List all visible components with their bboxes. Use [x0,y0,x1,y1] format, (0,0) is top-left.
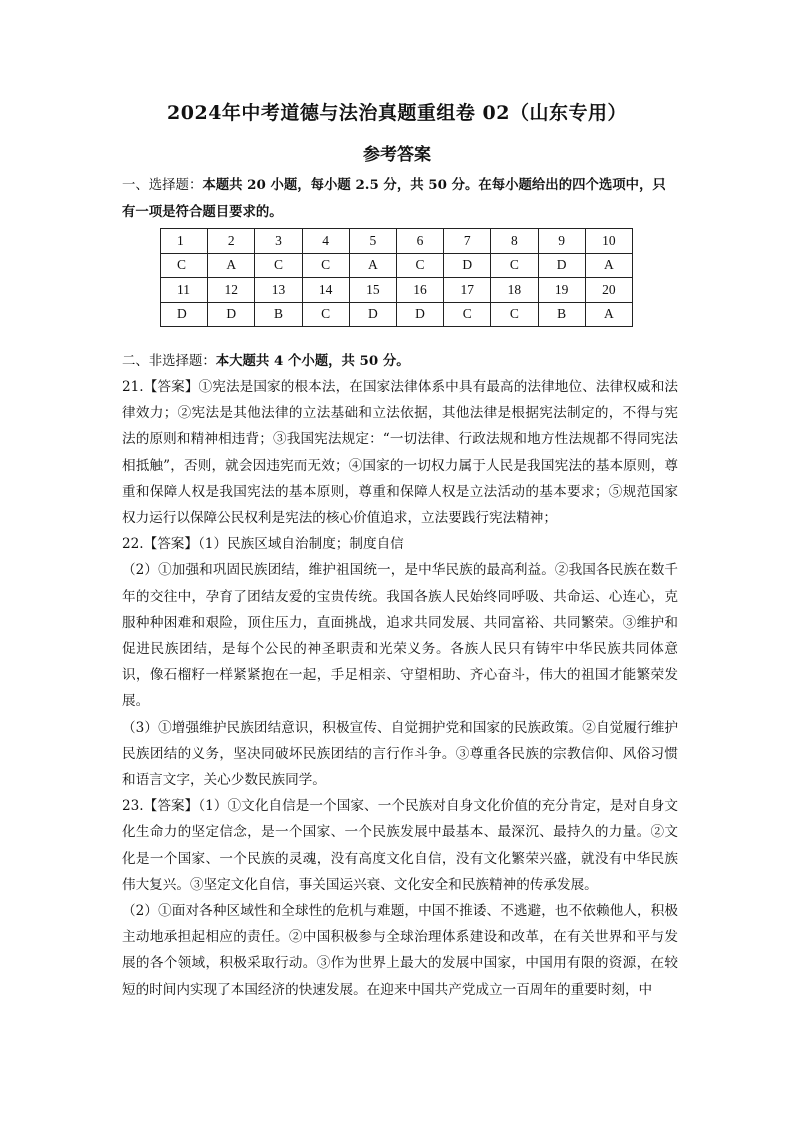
table-cell: 1 [161,229,208,254]
table-cell: D [161,302,208,327]
table-cell: 3 [255,229,302,254]
answer-lead: 22.【答案】 [122,536,198,553]
answer-table [160,228,633,327]
table-cell: 2 [208,229,255,254]
table-cell: C [302,253,349,278]
table-cell: C [161,253,208,278]
table-cell: C [444,302,491,327]
table-cell: D [208,302,255,327]
page-title: 2024年中考道德与法治真题重组卷 02（山东专用） [167,102,627,124]
table-cell: 15 [349,278,396,303]
section-heading-choice [122,172,678,226]
table-cell: B [255,302,302,327]
section-heading-prefix: 二、非选择题： [122,354,216,369]
answer-text: ①宪法是国家的根本法，在国家法律体系中具有最高的法律地位、法律权威和法律效力；②宪法是其他法律的立法基础和立法依据，其他法律是根据宪法制定的，不得与宪法的原则和精神相违背；③我国宪法规定：“一切法律、行政法规和地方性法规都不得同宪法相抵触”，否则，就会因违宪而无效；④国家的一切权力属于人民是我国宪法的基本原则，尊重和保障人权是我国宪法的基本原则，尊重和保障人权是立法活动的基本要求；⑤规范国家权力运行以保障公民权利是宪法的核心价值追求，立法要践行宪法精神； [122,379,679,527]
answer-text: （2）①面对各种区域性和全球性的危机与难题，中国不推诿、不逃避，也不依赖他人，积极主动地承担起相应的责任。②中国积极参与全球治理体系建设和改革，在有关世界和平与发展的各个领域，积极采取行动。③作为世界上最大的发展中国家，中国用有限的资源，在较短的时间内实现了本国经济的快速发展。在迎来中国共产党成立一百周年的重要时刻，中 [122,903,678,998]
table-cell: C [255,253,302,278]
section-heading-prefix: 一、选择题： [122,178,203,193]
table-cell: B [538,302,585,327]
table-cell: 19 [538,278,585,303]
section-heading-instructions: 本题共 20 小题，每小题 2.5 分，共 50 分。在每小题给出的四个选项中，只有一项是符合题目要求的。 [122,177,666,220]
table-cell: A [585,253,632,278]
table-cell: 10 [585,229,632,254]
table-cell: 9 [538,229,585,254]
answer-paragraph [122,793,678,898]
section-heading-open [122,348,678,375]
answer-text: （3）①增强维护民族团结意识，积极宣传、自觉拥护党和国家的民族政策。②自觉履行维护民族团结的义务，坚决同破坏民族团结的言行作斗争。③尊重各民族的宗教信仰、风俗习惯和语言文字，关心少数民族同学。 [122,719,678,789]
table-row [161,278,633,303]
answer-text: （1）民族区域自治制度；制度自信 [198,536,404,553]
answer-body-text [122,374,678,1003]
table-cell: D [538,253,585,278]
answer-text: （2）①加强和巩固民族团结，维护祖国统一，是中华民族的最高利益。②我国各民族在数千年的交往中，孕育了团结友爱的宝贵传统。我国各族人民始终同呼吸、共命运、心连心，克服种种困难和艰险，顶住压力，直面挑战，追求共同发展、共同富裕、共同繁荣。③维护和促进民族团结，是每个公民的神圣职责和光荣义务。各族人民只有铸牢中华民族共同体意识，像石榴籽一样紧紧抱在一起，手足相亲、守望相助、齐心奋斗，伟大的祖国才能繁荣发展。 [122,562,678,710]
table-cell: 6 [396,229,443,254]
table-cell: D [349,302,396,327]
table-cell: 14 [302,278,349,303]
table-cell: A [585,302,632,327]
table-cell: 20 [585,278,632,303]
answer-paragraph [122,531,678,557]
table-cell: A [349,253,396,278]
table-cell: D [444,253,491,278]
table-cell: 16 [396,278,443,303]
answer-paragraph [122,715,678,794]
table-cell: D [396,302,443,327]
table-cell: 17 [444,278,491,303]
table-cell: C [396,253,443,278]
page-subtitle: 参考答案 [363,145,431,165]
table-row [161,302,633,327]
answer-text: （1）①文化自信是一个国家、一个民族对自身文化价值的充分肯定，是对自身文化生命力的坚定信念，是一个国家、一个民族发展中最基本、最深沉、最持久的力量。②文化是一个国家、一个民族的灵魂，没有高度文化自信，没有文化繁荣兴盛，就没有中华民族伟大复兴。③坚定文化自信，事关国运兴衰、文化安全和民族精神的传承发展。 [122,798,678,893]
table-cell: 8 [491,229,538,254]
answer-paragraph [122,898,678,1003]
table-cell: 4 [302,229,349,254]
table-cell: 5 [349,229,396,254]
table-cell: C [491,253,538,278]
answer-paragraph [122,557,678,714]
table-cell: 12 [208,278,255,303]
table-cell: 11 [161,278,208,303]
answer-lead: 23.【答案】 [122,798,199,815]
table-cell: A [208,253,255,278]
table-cell: C [491,302,538,327]
table-row [161,253,633,278]
answer-lead: 21.【答案】 [122,379,199,395]
table-cell: 18 [491,278,538,303]
table-cell: 7 [444,229,491,254]
table-cell: C [302,302,349,327]
table-row [161,229,633,254]
answer-paragraph [122,374,678,531]
section-heading-instructions: 本大题共 4 个小题，共 50 分。 [215,353,410,369]
table-cell: 13 [255,278,302,303]
